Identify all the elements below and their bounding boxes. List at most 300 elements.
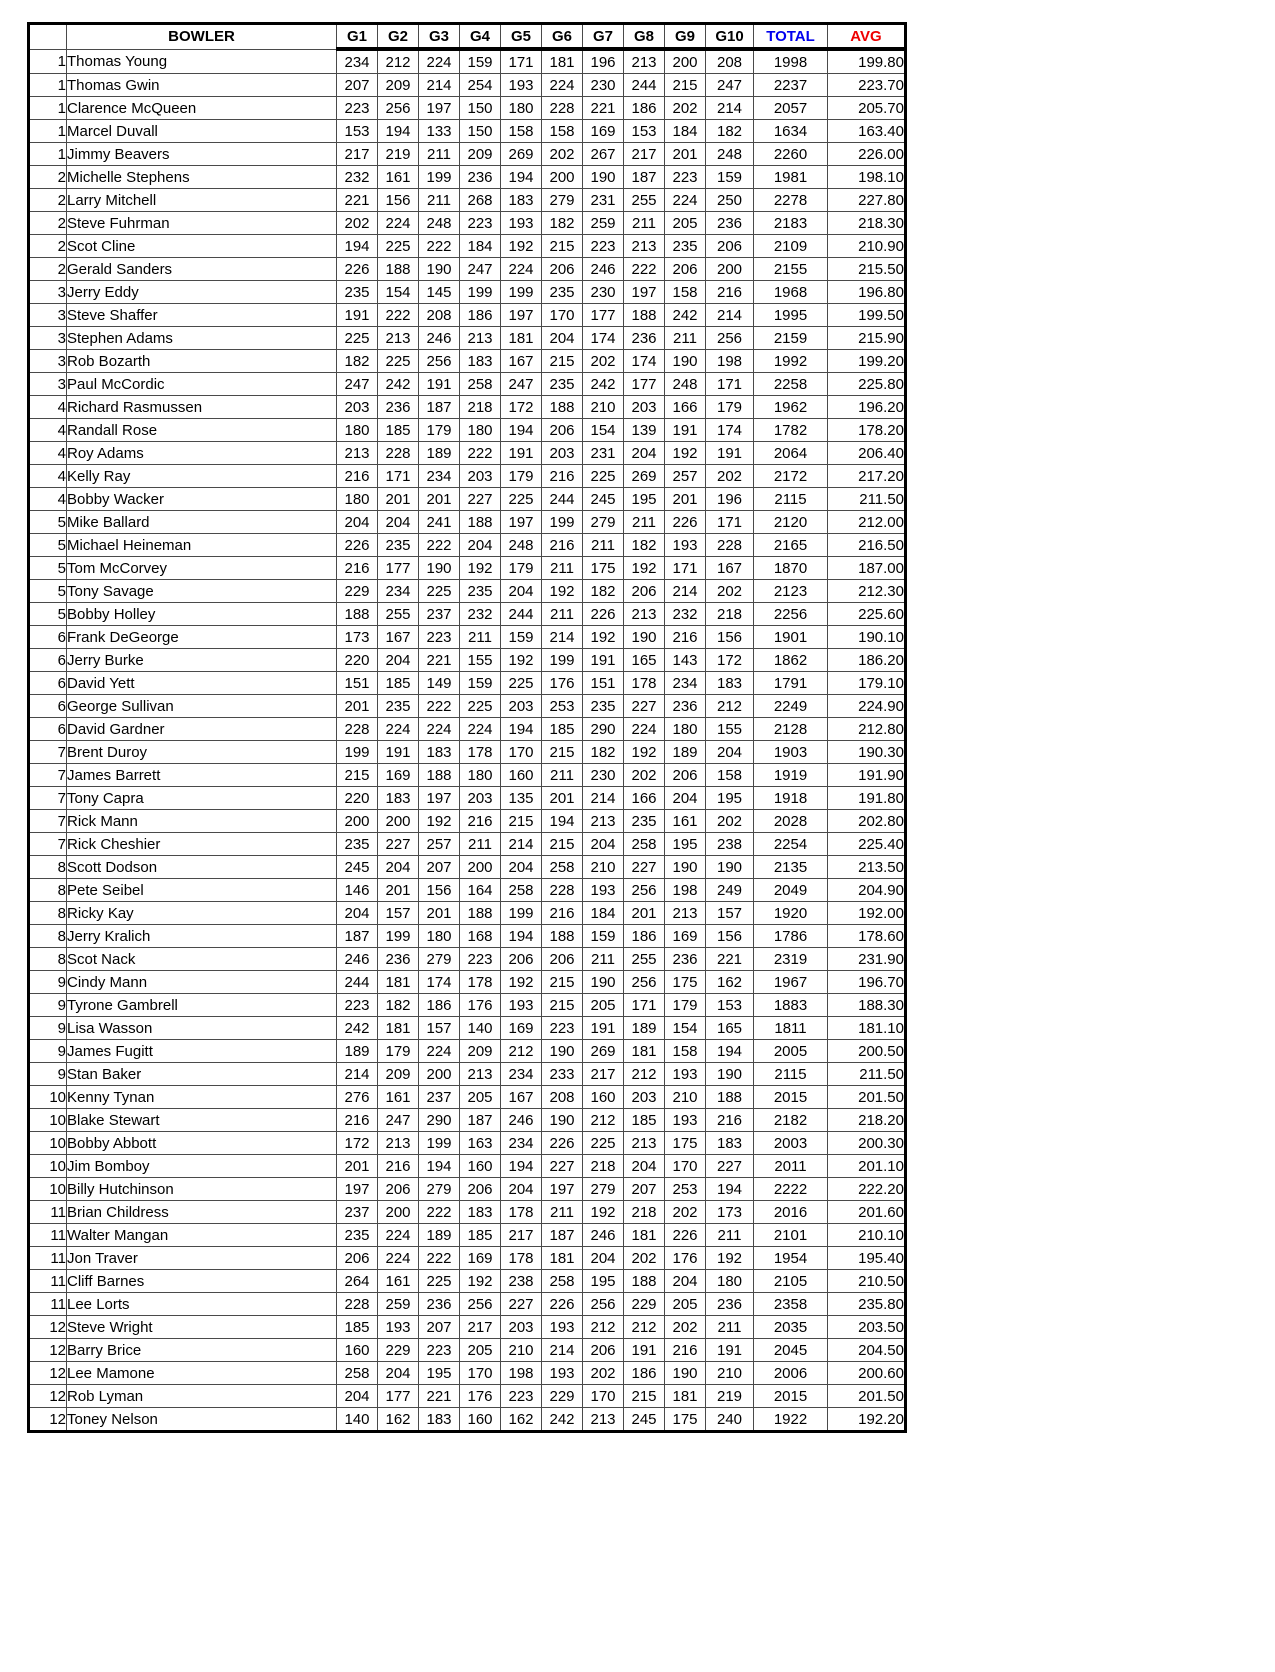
avg-cell: 178.60 xyxy=(828,925,906,948)
game-score-cell: 201 xyxy=(665,143,706,166)
game-score-cell: 202 xyxy=(665,1201,706,1224)
game-score-cell: 255 xyxy=(624,189,665,212)
table-row xyxy=(29,120,906,143)
total-cell: 2135 xyxy=(754,856,828,879)
game-score-cell: 235 xyxy=(542,373,583,396)
game-score-cell: 214 xyxy=(501,833,542,856)
game-score-cell: 192 xyxy=(460,1270,501,1293)
header-g1: G1 xyxy=(337,24,378,50)
header-g2: G2 xyxy=(378,24,419,50)
game-score-cell: 206 xyxy=(665,258,706,281)
game-score-cell: 171 xyxy=(706,511,754,534)
game-score-cell: 246 xyxy=(583,1224,624,1247)
avg-cell: 204.50 xyxy=(828,1339,906,1362)
total-cell: 1786 xyxy=(754,925,828,948)
game-score-cell: 235 xyxy=(337,281,378,304)
bowler-name-cell: Scot Cline xyxy=(67,235,337,258)
game-score-cell: 210 xyxy=(583,396,624,419)
game-score-cell: 267 xyxy=(583,143,624,166)
table-row xyxy=(29,603,906,626)
game-score-cell: 184 xyxy=(583,902,624,925)
avg-cell: 225.60 xyxy=(828,603,906,626)
game-score-cell: 216 xyxy=(378,1155,419,1178)
game-score-cell: 279 xyxy=(583,1178,624,1201)
game-score-cell: 214 xyxy=(706,304,754,327)
game-score-cell: 227 xyxy=(542,1155,583,1178)
game-score-cell: 204 xyxy=(665,1270,706,1293)
game-score-cell: 234 xyxy=(419,465,460,488)
total-cell: 2064 xyxy=(754,442,828,465)
total-cell: 2057 xyxy=(754,97,828,120)
game-score-cell: 172 xyxy=(337,1132,378,1155)
game-score-cell: 163 xyxy=(460,1132,501,1155)
game-score-cell: 165 xyxy=(624,649,665,672)
game-score-cell: 237 xyxy=(419,1086,460,1109)
game-score-cell: 231 xyxy=(583,189,624,212)
team-number-cell: 5 xyxy=(29,557,67,580)
game-score-cell: 211 xyxy=(419,189,460,212)
total-cell: 1791 xyxy=(754,672,828,695)
table-row xyxy=(29,764,906,787)
game-score-cell: 202 xyxy=(542,143,583,166)
bowler-name-cell: Cindy Mann xyxy=(67,971,337,994)
game-score-cell: 235 xyxy=(337,833,378,856)
game-score-cell: 192 xyxy=(501,971,542,994)
game-score-cell: 201 xyxy=(419,902,460,925)
total-cell: 2258 xyxy=(754,373,828,396)
game-score-cell: 224 xyxy=(501,258,542,281)
total-cell: 2045 xyxy=(754,1339,828,1362)
total-cell: 1922 xyxy=(754,1408,828,1432)
game-score-cell: 200 xyxy=(542,166,583,189)
header-g6: G6 xyxy=(542,24,583,50)
team-number-cell: 9 xyxy=(29,1040,67,1063)
avg-cell: 199.80 xyxy=(828,49,906,74)
team-number-cell: 4 xyxy=(29,442,67,465)
game-score-cell: 254 xyxy=(460,74,501,97)
bowler-name-cell: Blake Stewart xyxy=(67,1109,337,1132)
table-row xyxy=(29,810,906,833)
avg-cell: 211.50 xyxy=(828,488,906,511)
game-score-cell: 176 xyxy=(460,994,501,1017)
game-score-cell: 191 xyxy=(419,373,460,396)
game-score-cell: 197 xyxy=(337,1178,378,1201)
team-number-cell: 9 xyxy=(29,1017,67,1040)
total-cell: 2035 xyxy=(754,1316,828,1339)
avg-cell: 196.70 xyxy=(828,971,906,994)
game-score-cell: 180 xyxy=(337,419,378,442)
game-score-cell: 199 xyxy=(501,902,542,925)
avg-cell: 222.20 xyxy=(828,1178,906,1201)
table-row xyxy=(29,465,906,488)
total-cell: 1782 xyxy=(754,419,828,442)
game-score-cell: 204 xyxy=(706,741,754,764)
avg-cell: 215.90 xyxy=(828,327,906,350)
game-score-cell: 183 xyxy=(706,672,754,695)
bowler-name-cell: Jim Bomboy xyxy=(67,1155,337,1178)
team-number-cell: 11 xyxy=(29,1270,67,1293)
game-score-cell: 245 xyxy=(583,488,624,511)
game-score-cell: 200 xyxy=(460,856,501,879)
game-score-cell: 188 xyxy=(542,925,583,948)
game-score-cell: 222 xyxy=(419,695,460,718)
game-score-cell: 159 xyxy=(460,49,501,74)
game-score-cell: 214 xyxy=(706,97,754,120)
game-score-cell: 181 xyxy=(665,1385,706,1408)
bowler-name-cell: Tony Capra xyxy=(67,787,337,810)
table-row xyxy=(29,1040,906,1063)
game-score-cell: 222 xyxy=(419,1247,460,1270)
game-score-cell: 190 xyxy=(665,350,706,373)
avg-cell: 235.80 xyxy=(828,1293,906,1316)
game-score-cell: 236 xyxy=(460,166,501,189)
table-row xyxy=(29,212,906,235)
game-score-cell: 247 xyxy=(706,74,754,97)
game-score-cell: 186 xyxy=(624,97,665,120)
avg-cell: 217.20 xyxy=(828,465,906,488)
game-score-cell: 166 xyxy=(665,396,706,419)
game-score-cell: 204 xyxy=(378,511,419,534)
game-score-cell: 218 xyxy=(624,1201,665,1224)
game-score-cell: 193 xyxy=(501,74,542,97)
game-score-cell: 150 xyxy=(460,97,501,120)
game-score-cell: 176 xyxy=(665,1247,706,1270)
game-score-cell: 190 xyxy=(583,971,624,994)
game-score-cell: 212 xyxy=(624,1063,665,1086)
game-score-cell: 244 xyxy=(337,971,378,994)
game-score-cell: 223 xyxy=(583,235,624,258)
game-score-cell: 257 xyxy=(419,833,460,856)
game-score-cell: 247 xyxy=(460,258,501,281)
avg-cell: 218.20 xyxy=(828,1109,906,1132)
table-row xyxy=(29,74,906,97)
game-score-cell: 183 xyxy=(706,1132,754,1155)
game-score-cell: 244 xyxy=(501,603,542,626)
game-score-cell: 220 xyxy=(337,787,378,810)
game-score-cell: 204 xyxy=(378,649,419,672)
game-score-cell: 217 xyxy=(583,1063,624,1086)
game-score-cell: 196 xyxy=(706,488,754,511)
game-score-cell: 213 xyxy=(378,327,419,350)
game-score-cell: 242 xyxy=(337,1017,378,1040)
game-score-cell: 193 xyxy=(501,212,542,235)
game-score-cell: 236 xyxy=(419,1293,460,1316)
game-score-cell: 178 xyxy=(460,741,501,764)
team-number-cell: 3 xyxy=(29,281,67,304)
game-score-cell: 190 xyxy=(706,1063,754,1086)
game-score-cell: 192 xyxy=(501,649,542,672)
game-score-cell: 223 xyxy=(460,212,501,235)
game-score-cell: 279 xyxy=(542,189,583,212)
avg-cell: 188.30 xyxy=(828,994,906,1017)
avg-cell: 213.50 xyxy=(828,856,906,879)
game-score-cell: 150 xyxy=(460,120,501,143)
total-cell: 2182 xyxy=(754,1109,828,1132)
game-score-cell: 181 xyxy=(501,327,542,350)
bowler-name-cell: Roy Adams xyxy=(67,442,337,465)
bowler-name-cell: Lisa Wasson xyxy=(67,1017,337,1040)
game-score-cell: 189 xyxy=(665,741,706,764)
game-score-cell: 180 xyxy=(419,925,460,948)
game-score-cell: 249 xyxy=(706,879,754,902)
game-score-cell: 191 xyxy=(583,649,624,672)
game-score-cell: 133 xyxy=(419,120,460,143)
total-cell: 1954 xyxy=(754,1247,828,1270)
bowler-name-cell: Brian Childress xyxy=(67,1201,337,1224)
game-score-cell: 158 xyxy=(501,120,542,143)
total-cell: 2183 xyxy=(754,212,828,235)
total-cell: 2319 xyxy=(754,948,828,971)
team-number-cell: 10 xyxy=(29,1178,67,1201)
game-score-cell: 186 xyxy=(419,994,460,1017)
game-score-cell: 213 xyxy=(378,1132,419,1155)
game-score-cell: 175 xyxy=(665,971,706,994)
game-score-cell: 172 xyxy=(501,396,542,419)
game-score-cell: 204 xyxy=(501,856,542,879)
bowler-name-cell: Jerry Burke xyxy=(67,649,337,672)
bowler-name-cell: Stan Baker xyxy=(67,1063,337,1086)
game-score-cell: 199 xyxy=(337,741,378,764)
game-score-cell: 256 xyxy=(378,97,419,120)
game-score-cell: 211 xyxy=(706,1316,754,1339)
total-cell: 2249 xyxy=(754,695,828,718)
game-score-cell: 216 xyxy=(665,626,706,649)
game-score-cell: 194 xyxy=(501,1155,542,1178)
total-cell: 2005 xyxy=(754,1040,828,1063)
game-score-cell: 181 xyxy=(542,1247,583,1270)
game-score-cell: 214 xyxy=(542,1339,583,1362)
avg-cell: 203.50 xyxy=(828,1316,906,1339)
game-score-cell: 172 xyxy=(706,649,754,672)
avg-cell: 200.50 xyxy=(828,1040,906,1063)
game-score-cell: 225 xyxy=(501,672,542,695)
bowler-name-cell: Clarence McQueen xyxy=(67,97,337,120)
game-score-cell: 190 xyxy=(665,1362,706,1385)
total-cell: 2115 xyxy=(754,488,828,511)
team-number-cell: 7 xyxy=(29,787,67,810)
game-score-cell: 244 xyxy=(624,74,665,97)
total-cell: 1981 xyxy=(754,166,828,189)
game-score-cell: 225 xyxy=(378,350,419,373)
game-score-cell: 223 xyxy=(337,994,378,1017)
team-number-cell: 12 xyxy=(29,1316,67,1339)
game-score-cell: 216 xyxy=(542,902,583,925)
game-score-cell: 231 xyxy=(583,442,624,465)
avg-cell: 201.50 xyxy=(828,1385,906,1408)
header-g9: G9 xyxy=(665,24,706,50)
game-score-cell: 205 xyxy=(460,1086,501,1109)
game-score-cell: 203 xyxy=(624,1086,665,1109)
game-score-cell: 224 xyxy=(419,1040,460,1063)
game-score-cell: 194 xyxy=(501,925,542,948)
game-score-cell: 207 xyxy=(419,856,460,879)
game-score-cell: 228 xyxy=(542,879,583,902)
avg-cell: 178.20 xyxy=(828,419,906,442)
game-score-cell: 212 xyxy=(378,49,419,74)
table-row xyxy=(29,1086,906,1109)
table-row xyxy=(29,281,906,304)
game-score-cell: 235 xyxy=(460,580,501,603)
game-score-cell: 256 xyxy=(624,971,665,994)
game-score-cell: 192 xyxy=(583,1201,624,1224)
game-score-cell: 201 xyxy=(419,488,460,511)
game-score-cell: 156 xyxy=(378,189,419,212)
bowler-name-cell: Bobby Abbott xyxy=(67,1132,337,1155)
team-number-cell: 1 xyxy=(29,143,67,166)
game-score-cell: 165 xyxy=(706,1017,754,1040)
header-g8: G8 xyxy=(624,24,665,50)
total-cell: 1998 xyxy=(754,49,828,74)
team-number-cell: 2 xyxy=(29,258,67,281)
table-row xyxy=(29,534,906,557)
game-score-cell: 198 xyxy=(706,350,754,373)
game-score-cell: 226 xyxy=(542,1132,583,1155)
avg-cell: 199.20 xyxy=(828,350,906,373)
game-score-cell: 234 xyxy=(501,1063,542,1086)
game-score-cell: 211 xyxy=(460,626,501,649)
avg-cell: 211.50 xyxy=(828,1063,906,1086)
bowler-name-cell: David Gardner xyxy=(67,718,337,741)
game-score-cell: 206 xyxy=(583,1339,624,1362)
game-score-cell: 200 xyxy=(706,258,754,281)
game-score-cell: 154 xyxy=(665,1017,706,1040)
game-score-cell: 208 xyxy=(706,49,754,74)
game-score-cell: 214 xyxy=(419,74,460,97)
game-score-cell: 223 xyxy=(501,1385,542,1408)
game-score-cell: 203 xyxy=(460,465,501,488)
game-score-cell: 242 xyxy=(542,1408,583,1432)
game-score-cell: 188 xyxy=(460,511,501,534)
team-number-cell: 5 xyxy=(29,534,67,557)
game-score-cell: 211 xyxy=(542,764,583,787)
avg-cell: 210.50 xyxy=(828,1270,906,1293)
total-cell: 1883 xyxy=(754,994,828,1017)
header-g3: G3 xyxy=(419,24,460,50)
game-score-cell: 194 xyxy=(501,419,542,442)
game-score-cell: 211 xyxy=(583,534,624,557)
game-score-cell: 186 xyxy=(460,304,501,327)
table-row xyxy=(29,833,906,856)
game-score-cell: 158 xyxy=(706,764,754,787)
game-score-cell: 214 xyxy=(665,580,706,603)
game-score-cell: 246 xyxy=(419,327,460,350)
game-score-cell: 236 xyxy=(665,948,706,971)
game-score-cell: 179 xyxy=(501,557,542,580)
table-row xyxy=(29,1316,906,1339)
game-score-cell: 158 xyxy=(542,120,583,143)
game-score-cell: 229 xyxy=(378,1339,419,1362)
game-score-cell: 242 xyxy=(378,373,419,396)
avg-cell: 206.40 xyxy=(828,442,906,465)
game-score-cell: 171 xyxy=(665,557,706,580)
game-score-cell: 211 xyxy=(419,143,460,166)
game-score-cell: 156 xyxy=(706,626,754,649)
game-score-cell: 187 xyxy=(624,166,665,189)
total-cell: 2015 xyxy=(754,1385,828,1408)
game-score-cell: 167 xyxy=(501,350,542,373)
team-number-cell: 3 xyxy=(29,373,67,396)
team-number-cell: 5 xyxy=(29,603,67,626)
game-score-cell: 257 xyxy=(665,465,706,488)
bowler-name-cell: Steve Wright xyxy=(67,1316,337,1339)
game-score-cell: 188 xyxy=(624,304,665,327)
total-cell: 2159 xyxy=(754,327,828,350)
game-score-cell: 184 xyxy=(460,235,501,258)
total-cell: 2049 xyxy=(754,879,828,902)
game-score-cell: 213 xyxy=(460,1063,501,1086)
game-score-cell: 216 xyxy=(665,1339,706,1362)
bowler-name-cell: Pete Seibel xyxy=(67,879,337,902)
game-score-cell: 247 xyxy=(378,1109,419,1132)
avg-cell: 226.00 xyxy=(828,143,906,166)
avg-cell: 223.70 xyxy=(828,74,906,97)
game-score-cell: 228 xyxy=(337,718,378,741)
game-score-cell: 160 xyxy=(460,1155,501,1178)
table-row xyxy=(29,1224,906,1247)
avg-cell: 201.10 xyxy=(828,1155,906,1178)
game-score-cell: 197 xyxy=(419,97,460,120)
game-score-cell: 201 xyxy=(624,902,665,925)
game-score-cell: 185 xyxy=(378,672,419,695)
game-score-cell: 189 xyxy=(419,1224,460,1247)
game-score-cell: 186 xyxy=(624,925,665,948)
team-number-cell: 12 xyxy=(29,1339,67,1362)
game-score-cell: 159 xyxy=(460,672,501,695)
game-score-cell: 156 xyxy=(419,879,460,902)
game-score-cell: 205 xyxy=(583,994,624,1017)
table-row xyxy=(29,258,906,281)
avg-cell: 205.70 xyxy=(828,97,906,120)
game-score-cell: 194 xyxy=(706,1040,754,1063)
total-cell: 2278 xyxy=(754,189,828,212)
avg-cell: 199.50 xyxy=(828,304,906,327)
team-number-cell: 4 xyxy=(29,396,67,419)
game-score-cell: 216 xyxy=(460,810,501,833)
game-score-cell: 256 xyxy=(583,1293,624,1316)
game-score-cell: 190 xyxy=(624,626,665,649)
team-number-cell: 11 xyxy=(29,1247,67,1270)
table-row xyxy=(29,695,906,718)
game-score-cell: 255 xyxy=(624,948,665,971)
game-score-cell: 177 xyxy=(378,557,419,580)
table-row xyxy=(29,1132,906,1155)
game-score-cell: 242 xyxy=(665,304,706,327)
avg-cell: 204.90 xyxy=(828,879,906,902)
team-number-cell: 6 xyxy=(29,626,67,649)
total-cell: 2115 xyxy=(754,1063,828,1086)
game-score-cell: 223 xyxy=(337,97,378,120)
game-score-cell: 182 xyxy=(542,212,583,235)
game-score-cell: 240 xyxy=(706,1408,754,1432)
game-score-cell: 217 xyxy=(460,1316,501,1339)
avg-cell: 163.40 xyxy=(828,120,906,143)
team-number-cell: 4 xyxy=(29,465,67,488)
game-score-cell: 236 xyxy=(706,1293,754,1316)
game-score-cell: 236 xyxy=(378,948,419,971)
game-score-cell: 201 xyxy=(665,488,706,511)
team-number-cell: 8 xyxy=(29,856,67,879)
team-number-cell: 11 xyxy=(29,1224,67,1247)
game-score-cell: 153 xyxy=(706,994,754,1017)
game-score-cell: 188 xyxy=(337,603,378,626)
game-score-cell: 268 xyxy=(460,189,501,212)
game-score-cell: 224 xyxy=(419,49,460,74)
game-score-cell: 182 xyxy=(583,741,624,764)
game-score-cell: 169 xyxy=(665,925,706,948)
game-score-cell: 209 xyxy=(378,74,419,97)
header-g10: G10 xyxy=(706,24,754,50)
avg-cell: 225.80 xyxy=(828,373,906,396)
